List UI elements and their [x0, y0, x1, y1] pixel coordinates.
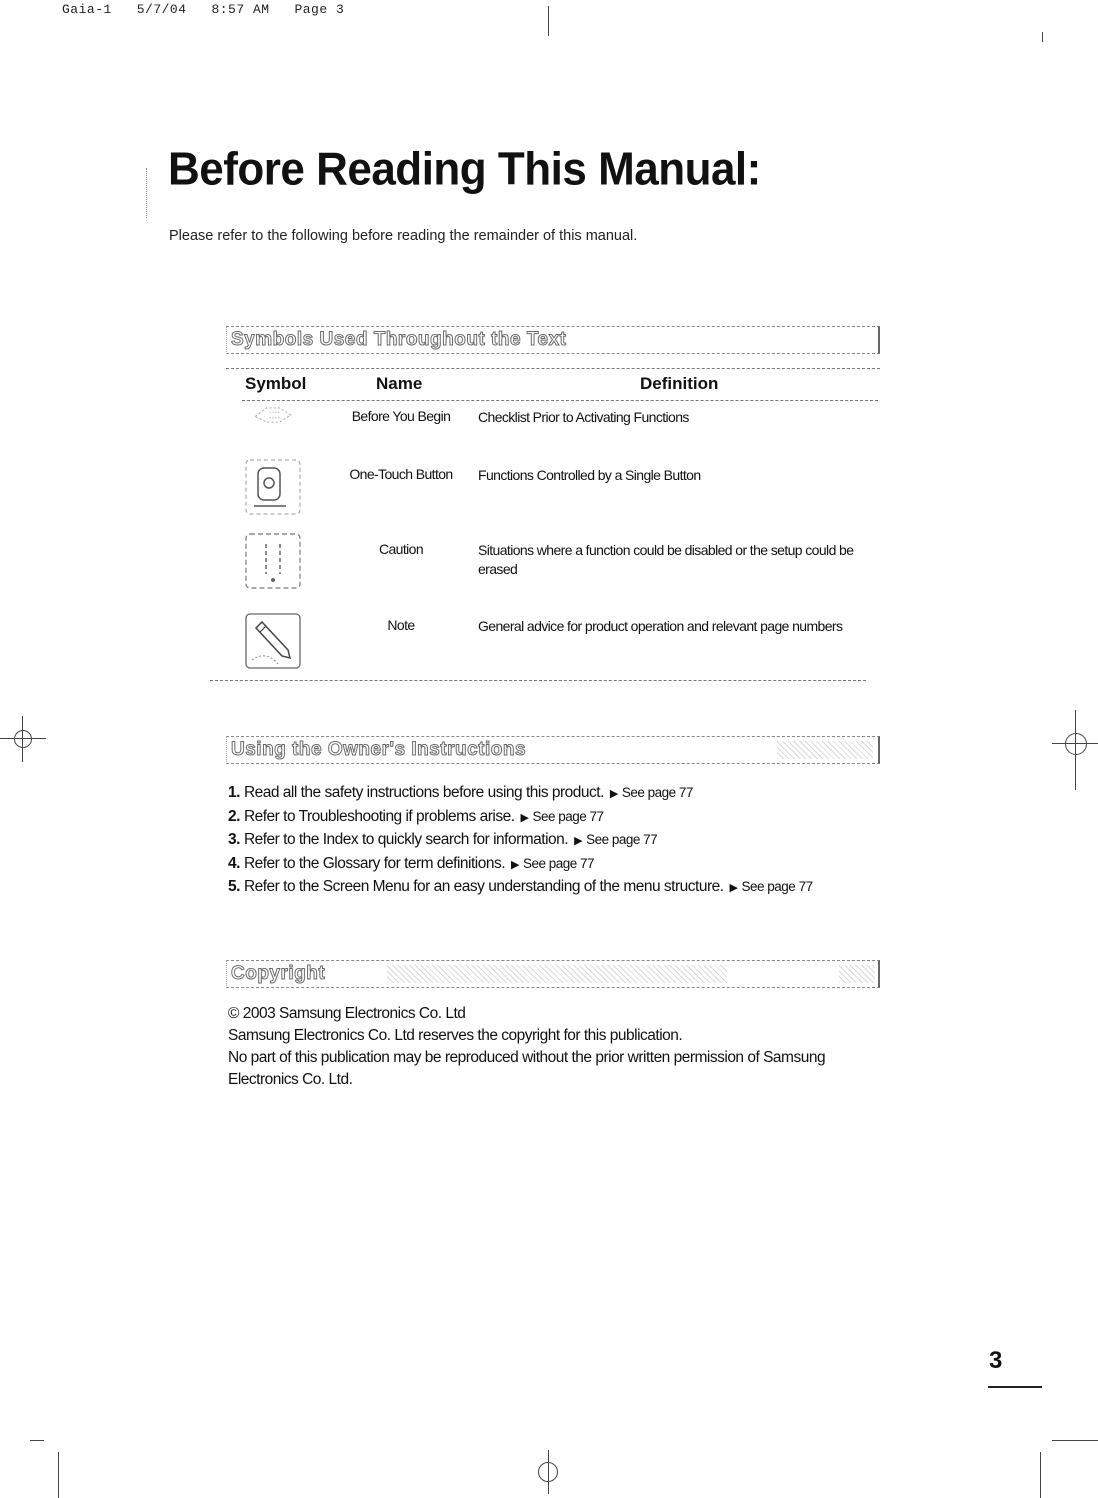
row-name: Before You Begin	[351, 408, 451, 424]
play-arrow-icon: ▶	[729, 882, 738, 894]
row-name: One-Touch Button	[349, 466, 453, 482]
item-number: 2.	[228, 807, 240, 825]
list-item	[228, 853, 813, 877]
column-header-definition: Definition	[640, 374, 719, 393]
slug-date: 5/7/04	[136, 2, 187, 17]
item-text: Refer to Troubleshooting if problems arise.	[243, 807, 515, 825]
registration-mark-right	[1052, 710, 1098, 790]
instructions-list	[228, 782, 813, 900]
caution-icon	[242, 530, 304, 592]
page-reference: See page 77	[532, 808, 604, 824]
row-name: Note	[387, 617, 415, 633]
crop-mark-top-right	[1042, 32, 1043, 42]
column-header-symbol: Symbol	[245, 374, 307, 393]
item-number: 5.	[228, 878, 240, 895]
slug-time: 8:57 AM	[211, 2, 270, 17]
item-text: Refer to the Glossary for term definitions.	[243, 854, 505, 872]
symbols-section-heading: Symbols Used Throughout the Text	[231, 329, 567, 350]
page-title: Before Reading This Manual:	[168, 143, 761, 196]
row-definition: Functions Controlled by a Single Button	[478, 467, 701, 483]
hand-pointer-icon	[242, 398, 304, 442]
registration-mark-left	[0, 716, 46, 762]
scan-noise	[777, 741, 873, 759]
instructions-section-heading: Using the Owner's Instructions	[231, 739, 527, 760]
table-bottom-rule	[210, 680, 866, 681]
registration-mark-bottom	[534, 1450, 562, 1494]
item-number: 1.	[228, 784, 240, 801]
instructions-section-header	[226, 736, 880, 764]
crop-mark-bottom-left-h	[30, 1440, 44, 1441]
page-subtitle: Please refer to the following before reading the remainder of this manual.	[169, 228, 638, 244]
crop-mark-bottom-right-h	[1052, 1440, 1098, 1441]
slug-file: Gaia-1	[62, 2, 112, 17]
item-text: Read all the safety instructions before using this product.	[243, 784, 604, 801]
copyright-line: Samsung Electronics Co. Ltd reserves the copyright for this publication.	[228, 1027, 683, 1044]
copyright-section-header	[226, 960, 880, 988]
play-arrow-icon: ▶	[574, 835, 583, 847]
pencil-note-icon	[242, 610, 304, 672]
symbols-section-header	[226, 326, 880, 354]
crop-mark-bottom-right	[1040, 1452, 1041, 1498]
copyright-line: © 2003 Samsung Electronics Co. Ltd	[228, 1005, 466, 1022]
list-item	[228, 782, 813, 806]
page-number-rule	[988, 1386, 1042, 1388]
page-reference: See page 77	[741, 879, 813, 894]
play-arrow-icon: ▶	[520, 811, 529, 824]
item-number: 3.	[228, 831, 240, 848]
row-name: Caution	[378, 541, 424, 557]
page-reference: See page 77	[621, 785, 693, 800]
one-touch-button-icon	[242, 456, 304, 518]
column-header-name: Name	[376, 374, 423, 393]
crop-mark-top-center	[548, 6, 549, 36]
list-item	[228, 876, 813, 900]
page-reference: See page 77	[586, 832, 658, 847]
item-text: Refer to the Screen Menu for an easy understanding of the menu structure.	[243, 878, 724, 895]
list-item	[228, 829, 813, 853]
copyright-line: No part of this publication may be reproduced without the prior written permission of Samsung Electronics Co. Ltd.	[228, 1049, 826, 1088]
row-definition: General advice for product operation and relevant page numbers	[478, 618, 843, 634]
scan-noise	[839, 965, 875, 983]
list-item	[228, 806, 813, 830]
copyright-section-heading: Copyright	[231, 963, 326, 984]
item-number: 4.	[228, 854, 240, 872]
title-margin-dots	[146, 168, 149, 218]
row-definition: Situations where a function could be disabled or the setup could be erased	[478, 542, 854, 577]
page-number: 3	[989, 1347, 1003, 1374]
play-arrow-icon: ▶	[511, 858, 519, 871]
copyright-block	[228, 1003, 878, 1091]
row-definition: Checklist Prior to Activating Functions	[478, 409, 689, 425]
printer-slug	[62, 2, 344, 17]
play-arrow-icon: ▶	[609, 788, 618, 800]
page-reference: See page 77	[522, 855, 595, 871]
slug-page: Page 3	[294, 2, 345, 17]
table-header-rule	[242, 400, 878, 401]
crop-mark-bottom-left	[58, 1452, 59, 1498]
scan-noise	[387, 965, 727, 983]
item-text: Refer to the Index to quickly search for information.	[243, 831, 569, 848]
table-top-rule	[226, 368, 880, 369]
